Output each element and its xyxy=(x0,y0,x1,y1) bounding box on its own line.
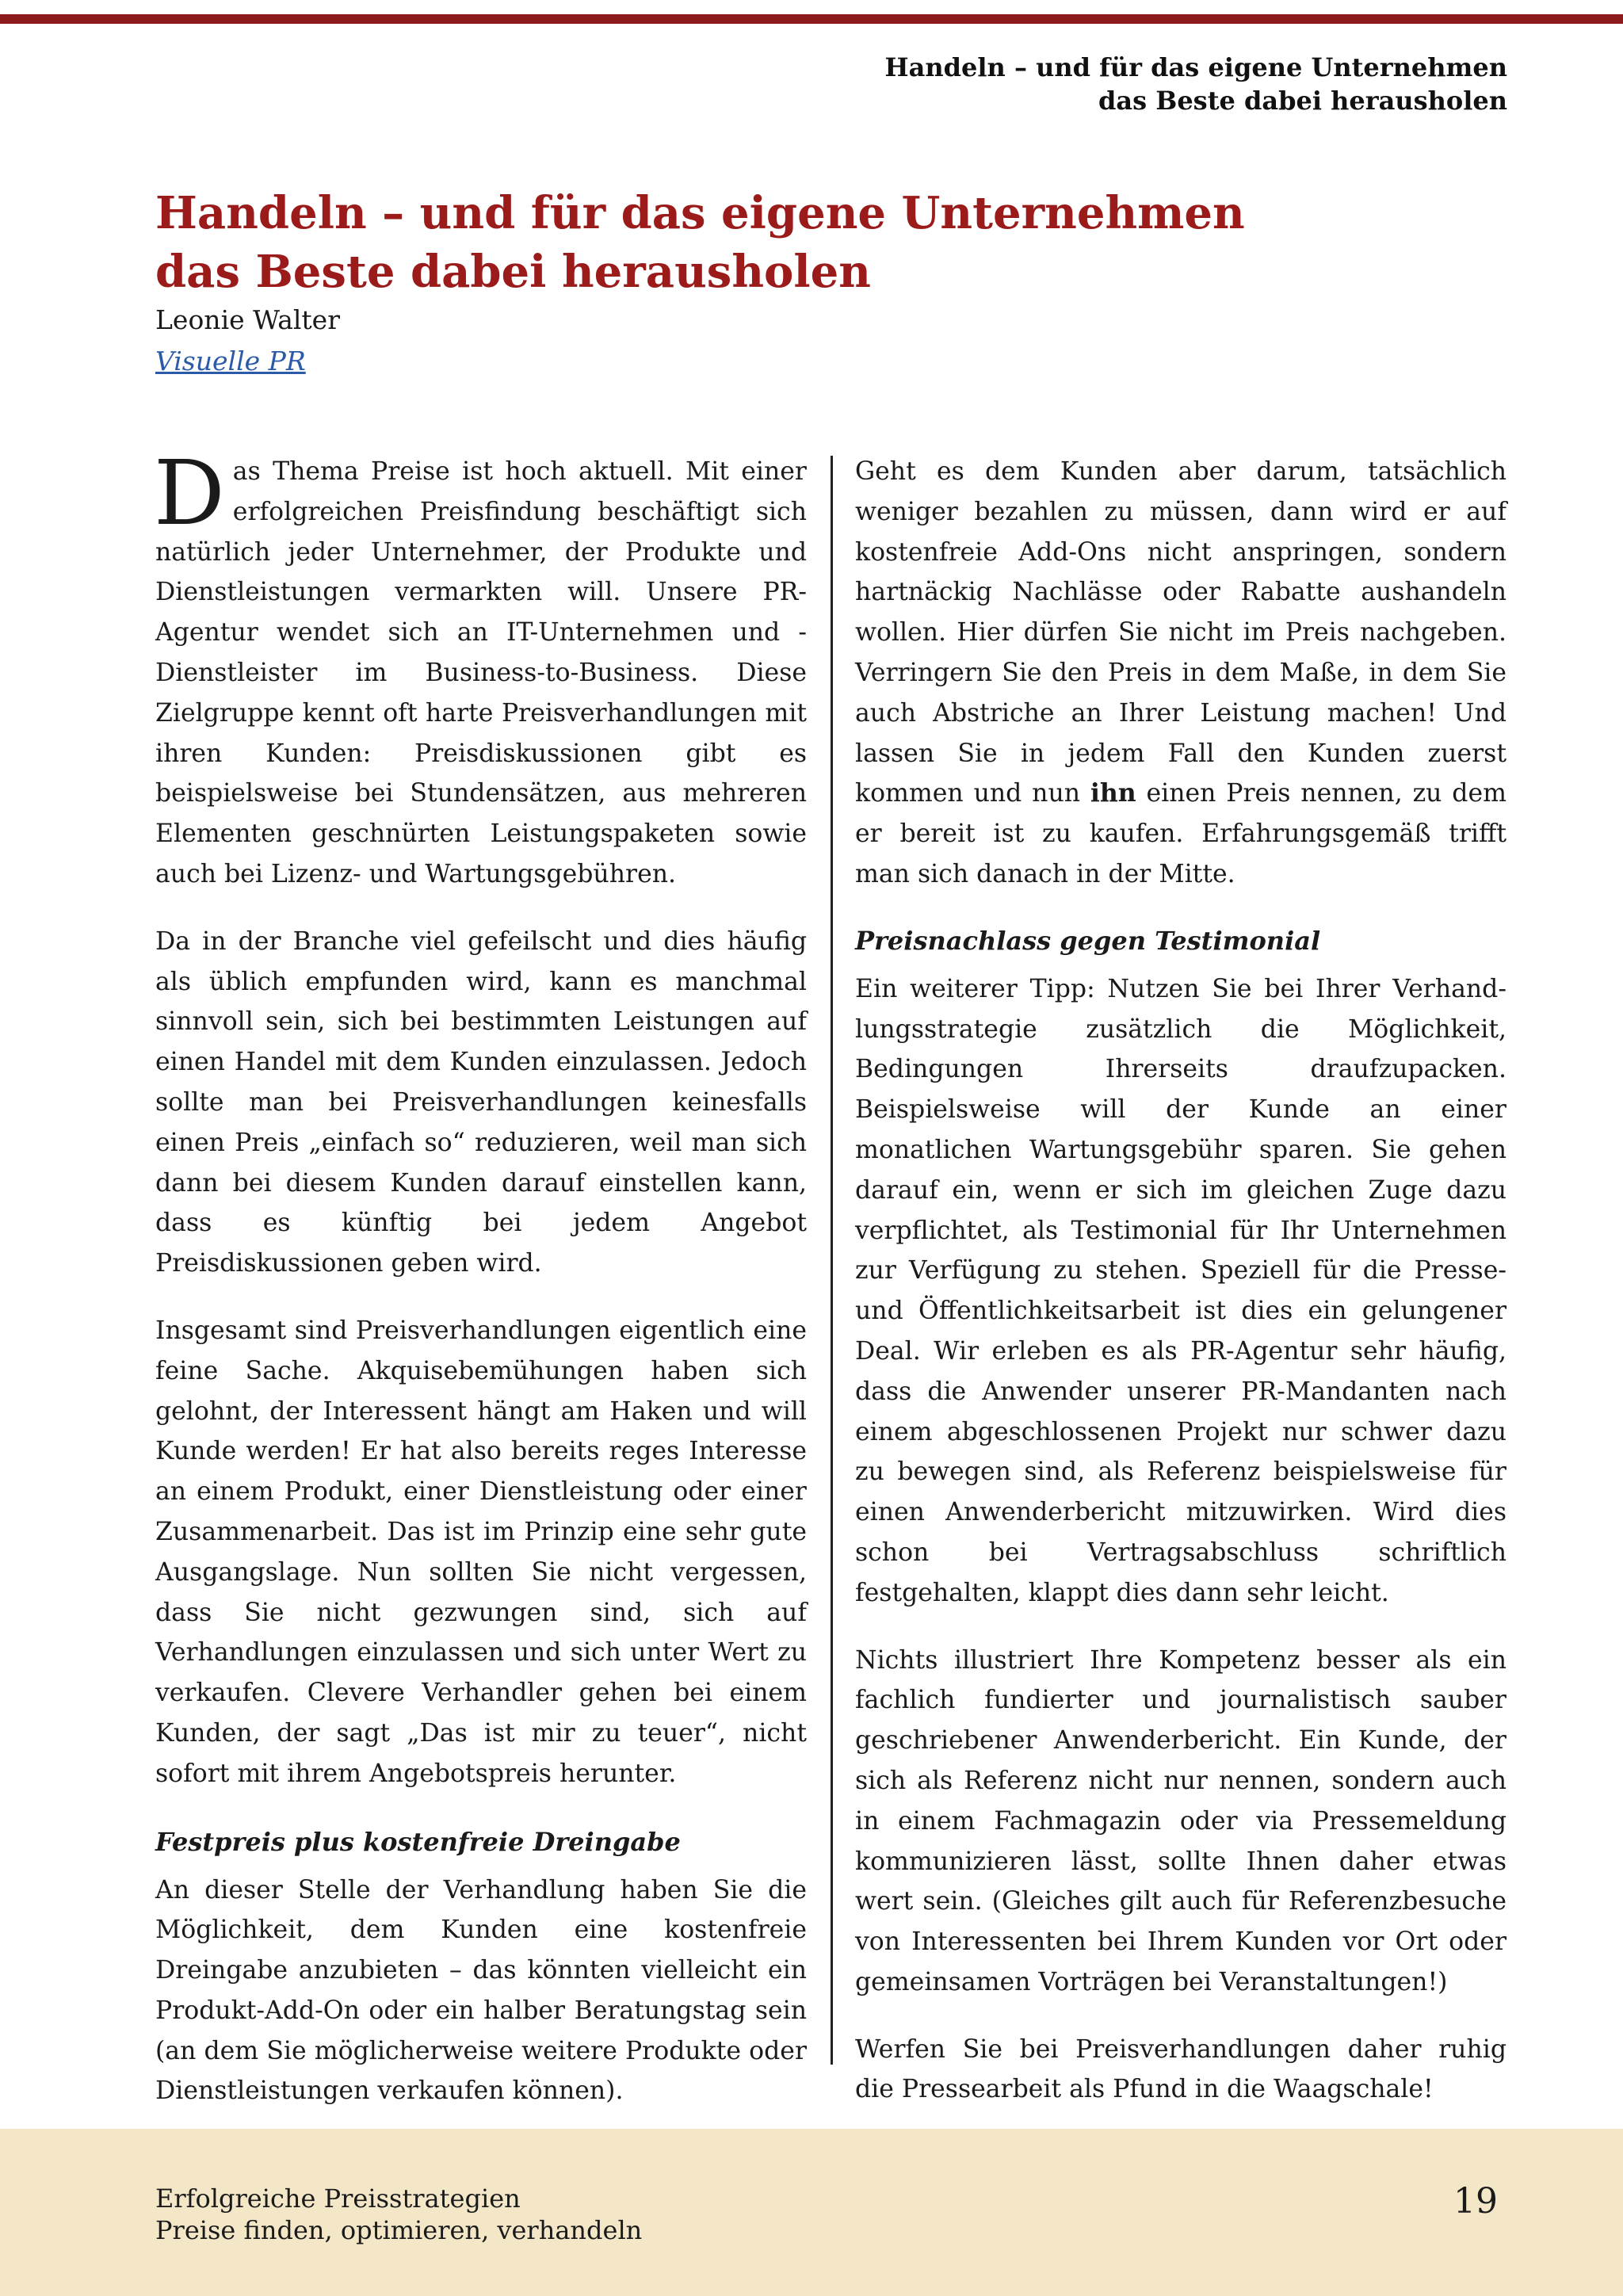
running-head-line2: das Beste dabei herausholen xyxy=(1098,86,1507,116)
paragraph xyxy=(154,442,807,895)
paragraph: An dieser Stelle der Verhandlung haben Sie die Möglichkeit, dem Kunden eine kostenfreie Dreingabe anzubieten – das könnten vielleicht ein Produkt-Add-On oder ein halber Beratungstag sein (an dem Sie möglicherweise weitere Produkte oder Dienstleistungen verkaufen können). xyxy=(155,1875,807,2106)
page-number: 19 xyxy=(1453,2181,1498,2222)
paragraph xyxy=(855,452,1507,895)
section-heading: Festpreis plus kostenfreie Dreingabe xyxy=(155,1826,681,1857)
article-title-line1: Handeln – und für das eigene Unternehmen xyxy=(155,187,1245,239)
paragraph: Insgesamt sind Preisverhandlungen eigentlich eine feine Sache. Akquisebemühungen haben sich gelohnt, der Interessent hängt am Haken und will Kunde werden! Er hat also bereits reges Interesse an einem Produkt, einer Dienstleistung oder einer Zusammenarbeit. Das ist im Prinzip eine sehr gute Ausgangslage. Nun sollten Sie nicht vergessen, dass Sie nicht gezwungen sind, sich auf Verhandlungen einzulassen und sich unter Wert zu verkaufen. Clevere Verhandler gehen bei einem Kunden, der sagt „Das ist mir zu teuer“, nicht sofort mit ihrem Angebotspreis herunter. xyxy=(155,1316,807,1788)
paragraph-text: as Thema Preise ist hoch aktuell. Mit einer erfolgreichen Preisfindung beschäftigt sich natürlich jeder Unternehmer, der Produkte und Dienstleistungen vermarkten will. Unsere PR-Agentur wendet sich an IT-Unternehmen und -Dienstleister im Business-to-Business. Diese Zielgruppe kennt oft harte Preisverhandlungen mit ihren Kunden: Preisdiskussionen gibt es beispielsweise bei Stundensätzen, aus mehreren Elementen geschnürten Leistungspaketen sowie auch bei Lizenz- und Wartungsgebühren. xyxy=(155,457,807,888)
top-rule xyxy=(0,14,1623,24)
footer-line2: Preise finden, optimieren, verhandeln xyxy=(155,2215,643,2245)
paragraph: Ein weiterer Tipp: Nutzen Sie bei Ihrer Verhandlungsstrategie zusätzlich die Möglichkeit, Bedingungen Ihrerseits draufzupacken. Beispielsweise will der Kunde an einer monatlichen Wartungsgebühr sparen. Sie gehen darauf ein, wenn er sich im gleichen Zuge dazu verpflichtet, als Testimonial für Ihr Unternehmen zur Verfügung zu stehen. Speziell für die Presse- und Öffentlichkeitsarbeit ist dies ein gelungener Deal. Wir erleben es als PR-Agentur sehr häufig, dass die Anwender unserer PR-Mandanten nach einem abgeschlossenen Projekt nur schwer dazu zu bewegen sind, als Referenz beispielsweise für einen Anwenderbericht mitzuwirken. Wird dies schon bei Vertragsabschluss schriftlich festgehalten, klappt dies dann sehr leicht. xyxy=(855,974,1507,1607)
section-heading: Preisnachlass gegen Testimonial xyxy=(855,925,1321,956)
running-head-line1: Handeln – und für das eigene Unternehmen xyxy=(884,52,1507,82)
emphasis: ihn xyxy=(1090,778,1136,808)
paragraph: Nichts illustriert Ihre Kompetenz besser als ein fachlich fundierter und journalistisch sauber geschriebener Anwenderbericht. Ein Kunde, der sich als Referenz nicht nur nennen, sondern auch in einem Fachmagazin oder via Pressemeldung kommunizieren lässt, sollte Ihnen daher etwas wert sein. (Gleiches gilt auch für Referenzbesuche von Interessenten bei Ihrem Kunden vor Ort oder gemeinsamen Vorträgen bei Veranstaltungen!) xyxy=(855,1645,1507,1996)
company-link[interactable]: Visuelle PR xyxy=(155,346,306,376)
drop-cap: D xyxy=(154,442,225,545)
paragraph: Da in der Branche viel gefeilscht und dies häufig als üblich empfunden wird, kann es manchmal sinnvoll sein, sich bei bestimmten Leistungen auf einen Handel mit dem Kunden einzulassen. Jedoch sollte man bei Preisverhandlungen keinesfalls einen Preis „einfach so“ reduzieren, weil man sich dann bei diesem Kunden darauf einstellen kann, dass es künftig bei jedem Angebot Preisdiskussionen geben wird. xyxy=(155,926,807,1278)
paragraph-text: Geht es dem Kunden aber darum, tatsächlich weniger bezahlen zu müssen, dann wird er auf kostenfreie Add-Ons nicht anspringen, sondern hartnäckig Nachlässe oder Rabatte aushandeln wollen. Hier dürfen Sie nicht im Preis nachgeben. Verringern Sie den Preis in dem Maße, in dem Sie auch Abstriche an Ihrer Leistung machen! Und lassen Sie in jedem Fall den Kunden zuerst kommen und nun xyxy=(855,457,1507,808)
running-head xyxy=(884,51,1507,117)
paragraph: Werfen Sie bei Preisverhandlungen daher ruhig die Pressearbeit als Pfund in die Waagschale! xyxy=(855,2034,1507,2104)
right-column xyxy=(855,452,1507,2137)
left-column xyxy=(154,442,807,2138)
article-title xyxy=(155,184,1245,301)
footer-text xyxy=(155,2183,642,2246)
article-title-line2: das Beste dabei herausholen xyxy=(155,246,871,298)
author-name: Leonie Walter xyxy=(155,304,340,335)
page-footer xyxy=(0,2129,1623,2296)
paragraph-text: einen Preis nennen, zu dem er bereit ist zu kaufen. Erfahrungsgemäß trifft man sich danach in der Mitte. xyxy=(855,779,1507,888)
column-divider xyxy=(831,456,833,2065)
footer-line1: Erfolgreiche Preisstrategien xyxy=(155,2183,521,2214)
